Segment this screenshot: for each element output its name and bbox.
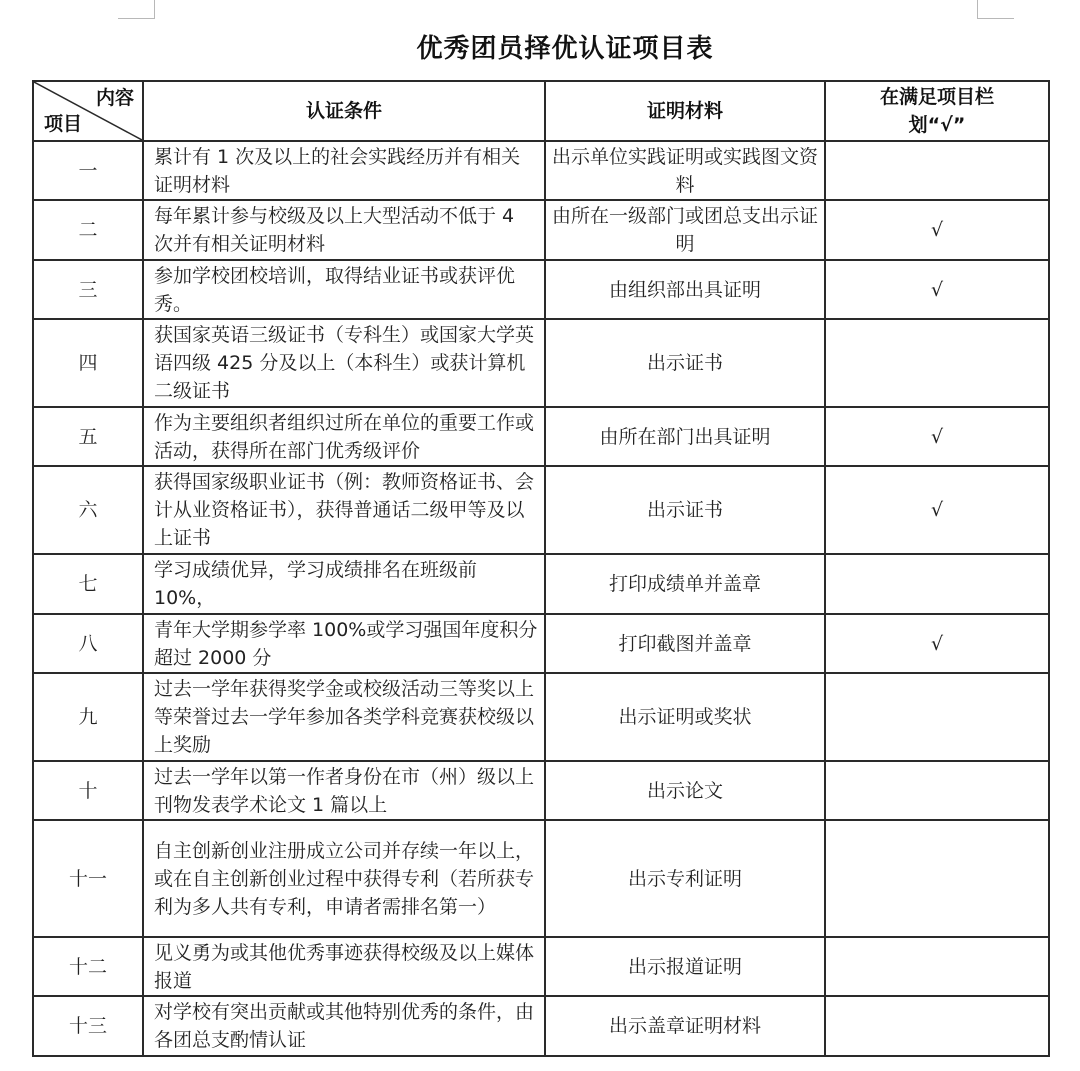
row-condition: 过去一学年获得奖学金或校级活动三等奖以上等荣誉过去一学年参加各类学科竞赛获校级以上奖励 — [143, 673, 545, 761]
row-material: 打印成绩单并盖章 — [545, 554, 825, 614]
row-material: 出示证书 — [545, 466, 825, 554]
row-condition: 累计有 1 次及以上的社会实践经历并有相关证明材料 — [143, 141, 545, 200]
row-material: 出示盖章证明材料 — [545, 996, 825, 1056]
row-check-mark — [825, 937, 1049, 996]
row-number: 三 — [33, 260, 143, 319]
row-number: 五 — [33, 407, 143, 466]
row-condition: 参加学校团校培训，取得结业证书或获评优秀。 — [143, 260, 545, 319]
page-corner-mark-right — [977, 0, 1014, 19]
table-row — [33, 614, 1049, 673]
row-check-mark — [825, 141, 1049, 200]
row-check-mark: √ — [825, 466, 1049, 554]
row-check-mark: √ — [825, 614, 1049, 673]
document-title: 优秀团员择优认证项目表 — [416, 34, 714, 64]
row-check-mark — [825, 554, 1049, 614]
row-condition: 过去一学年以第一作者身份在市（州）级以上刊物发表学术论文 1 篇以上 — [143, 761, 545, 820]
page-corner-mark-left — [118, 0, 155, 19]
row-material: 由所在一级部门或团总支出示证明 — [545, 200, 825, 260]
table-row — [33, 820, 1049, 937]
table-row — [33, 200, 1049, 260]
table-row — [33, 466, 1049, 554]
row-number: 四 — [33, 319, 143, 407]
row-condition: 青年大学期参学率 100%或学习强国年度积分超过 2000 分 — [143, 614, 545, 673]
row-number: 一 — [33, 141, 143, 200]
row-material: 出示报道证明 — [545, 937, 825, 996]
table-row — [33, 996, 1049, 1056]
row-material: 出示证书 — [545, 319, 825, 407]
row-number: 十一 — [33, 820, 143, 937]
row-number: 八 — [33, 614, 143, 673]
row-material: 由组织部出具证明 — [545, 260, 825, 319]
row-condition: 见义勇为或其他优秀事迹获得校级及以上媒体报道 — [143, 937, 545, 996]
row-check-mark — [825, 319, 1049, 407]
table-row — [33, 937, 1049, 996]
row-check-mark — [825, 996, 1049, 1056]
row-check-mark — [825, 673, 1049, 761]
row-number: 七 — [33, 554, 143, 614]
table-row — [33, 141, 1049, 200]
header-condition: 认证条件 — [143, 81, 545, 141]
table-row — [33, 319, 1049, 407]
row-material: 出示专利证明 — [545, 820, 825, 937]
header-check — [825, 81, 1049, 141]
header-check-line1: 在满足项目栏 — [879, 86, 994, 108]
row-number: 六 — [33, 466, 143, 554]
table-row — [33, 407, 1049, 466]
row-condition: 自主创新创业注册成立公司并存续一年以上，或在自主创新创业过程中获得专利（若所获专利为多人共有专利，申请者需排名第一） — [143, 820, 545, 937]
table-header-row — [33, 81, 1049, 141]
row-number: 九 — [33, 673, 143, 761]
row-check-mark — [825, 761, 1049, 820]
header-material: 证明材料 — [545, 81, 825, 141]
row-material: 出示单位实践证明或实践图文资料 — [545, 141, 825, 200]
row-material: 由所在部门出具证明 — [545, 407, 825, 466]
row-number: 十三 — [33, 996, 143, 1056]
certification-table — [32, 80, 1050, 1057]
row-number: 二 — [33, 200, 143, 260]
table-row — [33, 260, 1049, 319]
row-condition: 获国家英语三级证书（专科生）或国家大学英语四级 425 分及以上（本科生）或获计算机二级证书 — [143, 319, 545, 407]
row-condition: 作为主要组织者组织过所在单位的重要工作或活动，获得所在部门优秀级评价 — [143, 407, 545, 466]
row-material: 打印截图并盖章 — [545, 614, 825, 673]
table-row — [33, 761, 1049, 820]
row-check-mark: √ — [825, 260, 1049, 319]
row-number: 十 — [33, 761, 143, 820]
diagonal-header-cell — [33, 81, 143, 141]
row-check-mark — [825, 820, 1049, 937]
row-number: 十二 — [33, 937, 143, 996]
header-check-line2: 划“√” — [908, 114, 966, 136]
row-condition: 每年累计参与校级及以上大型活动不低于 4 次并有相关证明材料 — [143, 200, 545, 260]
row-check-mark: √ — [825, 407, 1049, 466]
table-row — [33, 673, 1049, 761]
row-condition: 对学校有突出贡献或其他特别优秀的条件，由各团总支酌情认证 — [143, 996, 545, 1056]
diag-label-item: 项目 — [44, 113, 83, 135]
row-condition: 学习成绩优异，学习成绩排名在班级前10%， — [143, 554, 545, 614]
diag-label-content: 内容 — [95, 87, 134, 109]
row-check-mark: √ — [825, 200, 1049, 260]
table-row — [33, 554, 1049, 614]
row-material: 出示论文 — [545, 761, 825, 820]
row-condition: 获得国家级职业证书（例：教师资格证书、会计从业资格证书），获得普通话二级甲等及以上证书 — [143, 466, 545, 554]
row-material: 出示证明或奖状 — [545, 673, 825, 761]
